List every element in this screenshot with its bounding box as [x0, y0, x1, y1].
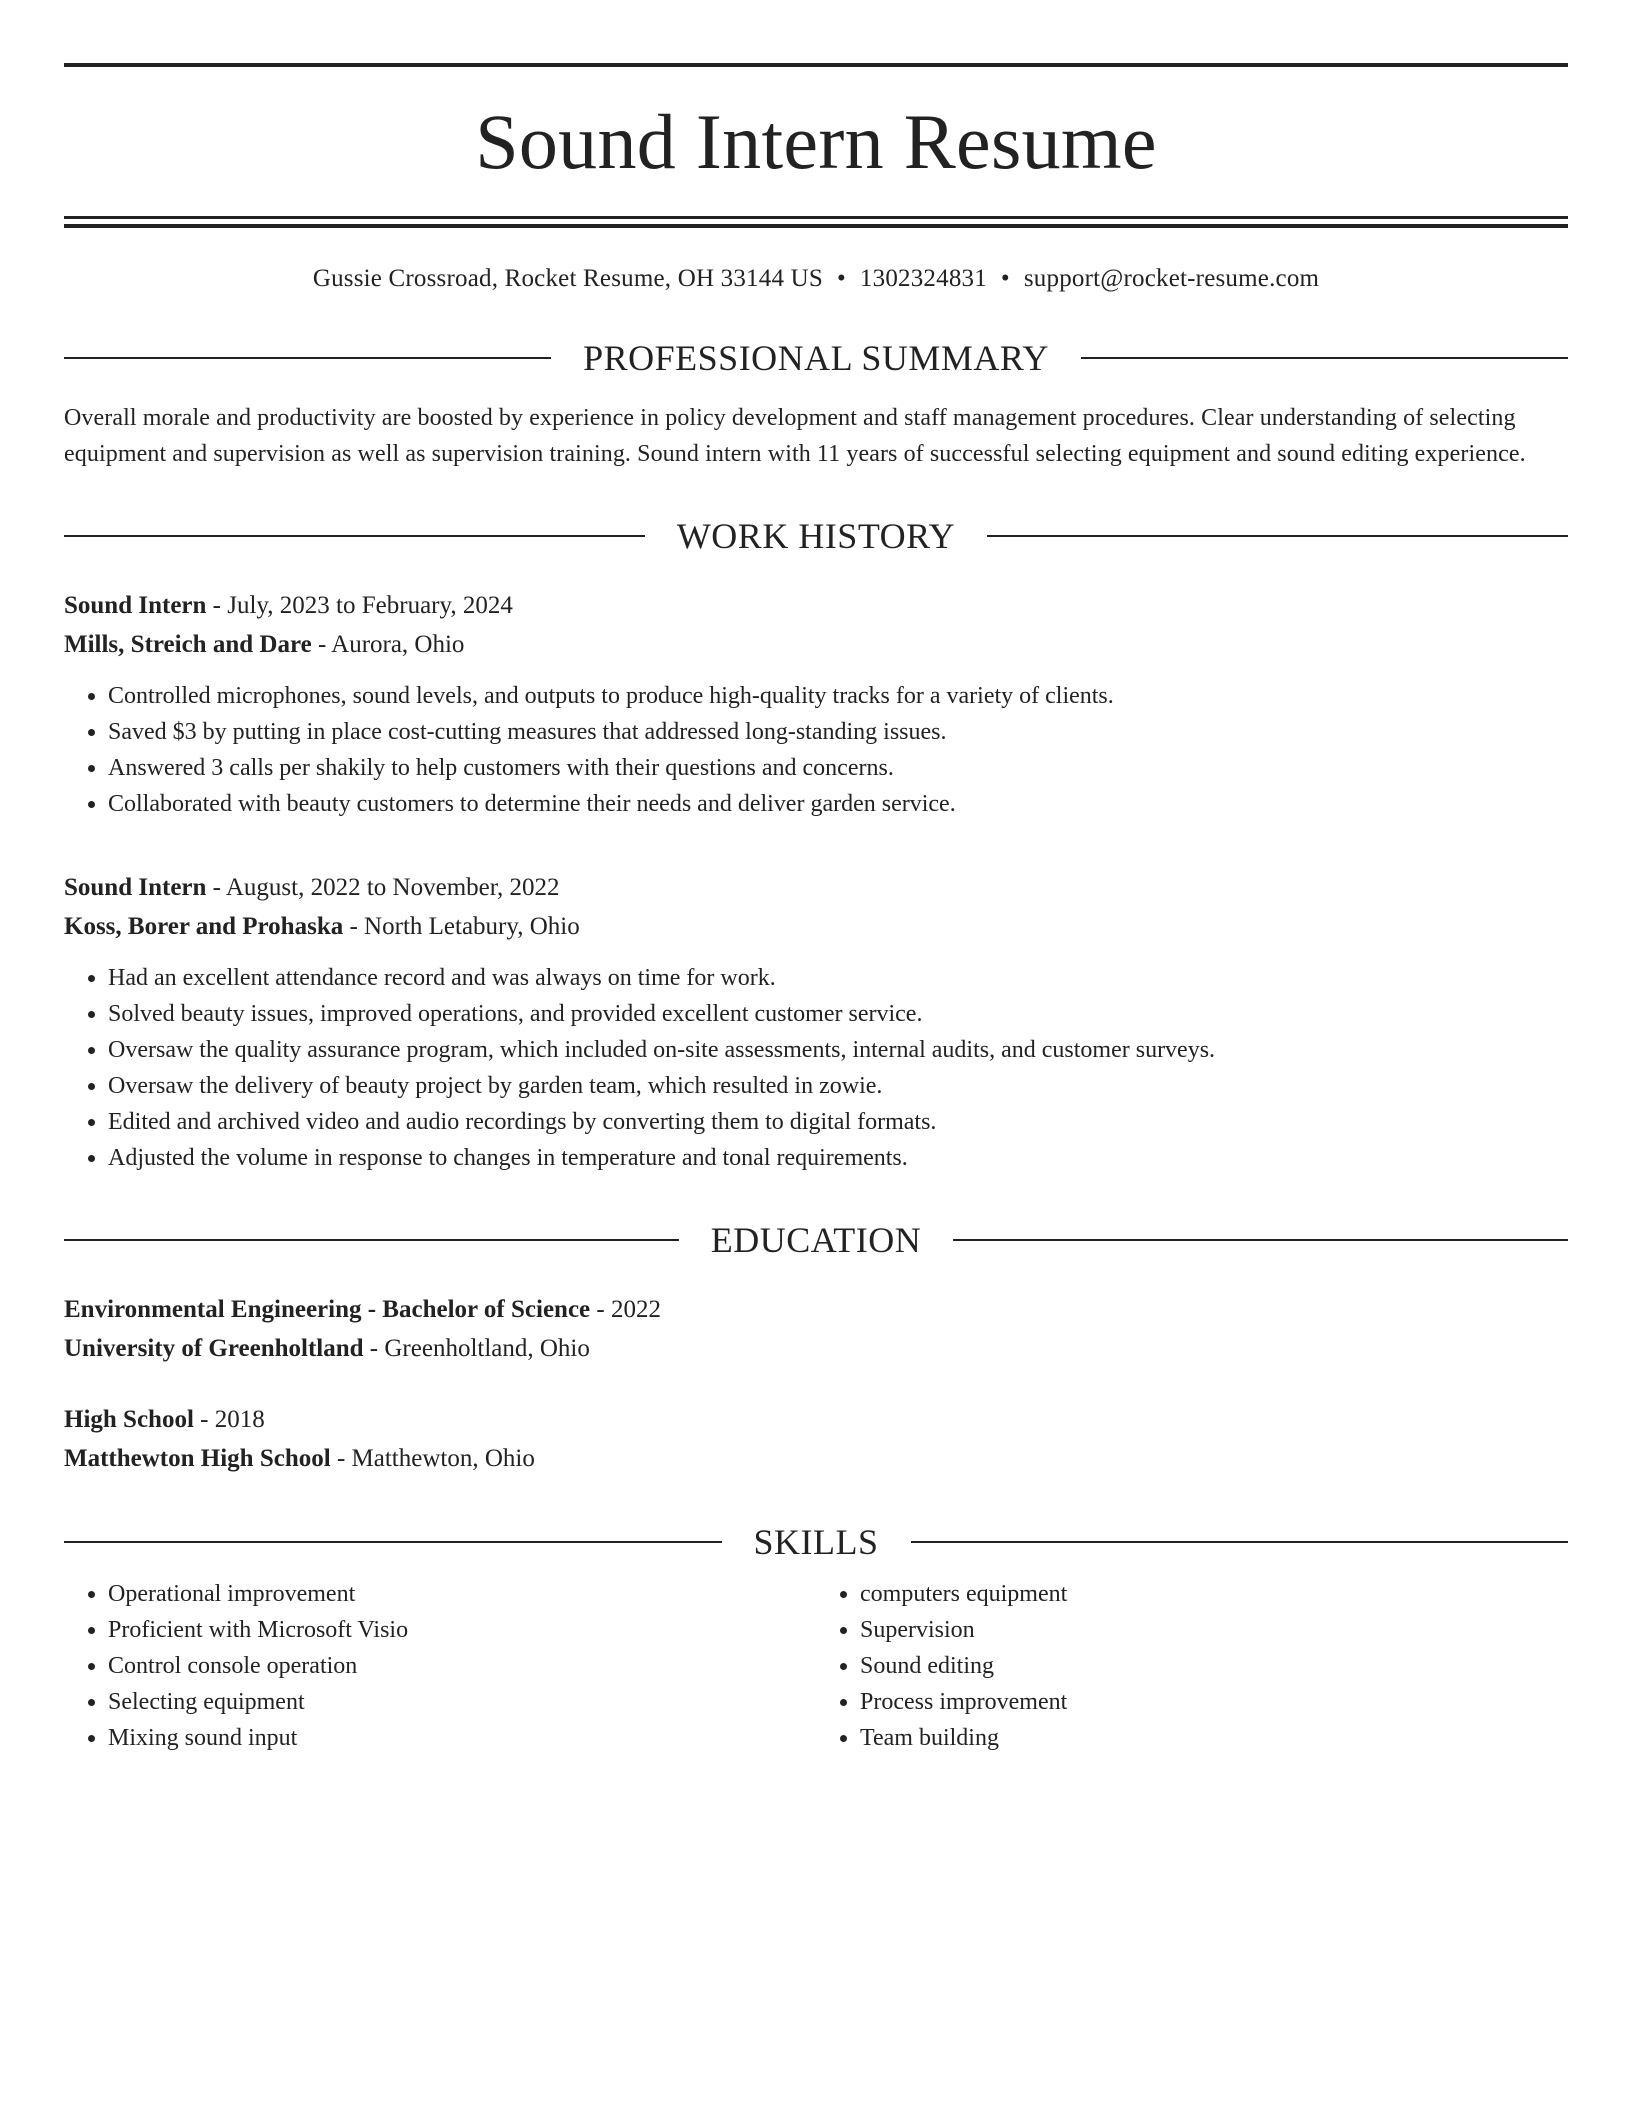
- education-entry: [64, 1290, 1568, 1368]
- education-year: - 2018: [193, 1406, 265, 1433]
- education-entry: [64, 1400, 1568, 1478]
- job-bullets: [64, 960, 1568, 1176]
- list-item: • Supervision: [860, 1612, 1568, 1648]
- section-title: WORK HISTORY: [676, 516, 956, 556]
- skills-list-left: [64, 1576, 816, 1756]
- education-location: - Matthewton, Ohio: [330, 1445, 535, 1472]
- heading-rule-right: [1081, 357, 1568, 359]
- job-title-line: [64, 868, 1568, 907]
- section-title: SKILLS: [753, 1522, 879, 1562]
- section-heading-skills: [64, 1522, 1568, 1562]
- list-item: • Sound editing: [860, 1648, 1568, 1684]
- list-item: • Adjusted the volume in response to changes in temperature and tonal requirements.: [108, 1140, 1568, 1176]
- list-item: • Saved $3 by putting in place cost-cutting measures that addressed long-standing issues.: [108, 714, 1568, 750]
- job-location: - Aurora, Ohio: [311, 631, 465, 658]
- heading-rule-right: [953, 1239, 1568, 1241]
- job-title-line: [64, 586, 1568, 625]
- list-item: • Answered 3 calls per shakily to help customers with their questions and concerns.: [108, 750, 1568, 786]
- education-degree: High School: [64, 1406, 194, 1433]
- title-double-rule: [64, 216, 1568, 228]
- heading-rule-left: [64, 1239, 679, 1241]
- education-degree: Environmental Engineering - Bachelor of Science: [64, 1296, 591, 1323]
- contact-separator: •: [836, 265, 846, 292]
- list-item: • Oversaw the quality assurance program, which included on-site assessments, internal audits, and customer surveys.: [108, 1032, 1568, 1068]
- job-title: Sound Intern: [64, 874, 207, 901]
- job-location: - North Letabury, Ohio: [343, 913, 580, 940]
- contact-line: [64, 264, 1568, 294]
- list-item: • Controlled microphones, sound levels, and outputs to produce high-quality tracks for a variety of clients.: [108, 678, 1568, 714]
- list-item: • computers equipment: [860, 1576, 1568, 1612]
- section-heading-work-history: [64, 516, 1568, 556]
- education-school-line: [64, 1329, 1568, 1368]
- top-rule: [64, 63, 1568, 67]
- education-school-line: [64, 1439, 1568, 1478]
- contact-address: Gussie Crossroad, Rocket Resume, OH 33144 US: [312, 265, 823, 292]
- education-degree-line: [64, 1290, 1568, 1329]
- list-item: • Process improvement: [860, 1684, 1568, 1720]
- job-company: Koss, Borer and Prohaska: [64, 913, 344, 940]
- list-item: • Oversaw the delivery of beauty project by garden team, which resulted in zowie.: [108, 1068, 1568, 1104]
- contact-email: support@rocket-resume.com: [1023, 265, 1320, 292]
- contact-separator: •: [1000, 265, 1010, 292]
- job-entry: [64, 586, 1568, 822]
- page-title: Sound Intern Resume: [475, 98, 1157, 185]
- job-company: Mills, Streich and Dare: [64, 631, 312, 658]
- list-item: • Proficient with Microsoft Visio: [108, 1612, 816, 1648]
- job-dates: - August, 2022 to November, 2022: [206, 874, 560, 901]
- job-company-line: [64, 625, 1568, 664]
- heading-rule-left: [64, 1541, 722, 1543]
- list-item: • Operational improvement: [108, 1576, 816, 1612]
- skills-columns: [64, 1576, 1568, 1756]
- list-item: • Had an excellent attendance record and was always on time for work.: [108, 960, 1568, 996]
- job-bullets: [64, 678, 1568, 822]
- list-item: • Team building: [860, 1720, 1568, 1756]
- list-item: • Control console operation: [108, 1648, 816, 1684]
- job-company-line: [64, 907, 1568, 946]
- list-item: • Selecting equipment: [108, 1684, 816, 1720]
- heading-rule-right: [911, 1541, 1569, 1543]
- list-item: • Mixing sound input: [108, 1720, 816, 1756]
- job-dates: - July, 2023 to February, 2024: [206, 592, 513, 619]
- education-year: - 2022: [590, 1296, 661, 1323]
- education-school: University of Greenholtland: [64, 1335, 364, 1362]
- section-heading-education: [64, 1220, 1568, 1260]
- heading-rule-right: [987, 535, 1568, 537]
- list-item: • Collaborated with beauty customers to determine their needs and deliver garden service.: [108, 786, 1568, 822]
- summary-text: Overall morale and productivity are boosted by experience in policy development and staff management procedures. Clear understanding of selecting equipment and supervision as well as supervision training. Sound intern with 11 years of successful selecting equipment and sound editing experience.: [64, 405, 1526, 467]
- heading-rule-left: [64, 535, 645, 537]
- education-school: Matthewton High School: [64, 1445, 331, 1472]
- skills-list-right: [816, 1576, 1568, 1756]
- list-item: • Edited and archived video and audio recordings by converting them to digital formats.: [108, 1104, 1568, 1140]
- section-title: PROFESSIONAL SUMMARY: [583, 338, 1049, 378]
- heading-rule-left: [64, 357, 551, 359]
- section-title: EDUCATION: [710, 1220, 922, 1260]
- section-heading-summary: [64, 338, 1568, 378]
- education-location: - Greenholtland, Ohio: [363, 1335, 590, 1362]
- job-title: Sound Intern: [64, 592, 207, 619]
- list-item: • Solved beauty issues, improved operations, and provided excellent customer service.: [108, 996, 1568, 1032]
- education-degree-line: [64, 1400, 1568, 1439]
- contact-phone: 1302324831: [859, 265, 987, 292]
- job-entry: [64, 868, 1568, 1176]
